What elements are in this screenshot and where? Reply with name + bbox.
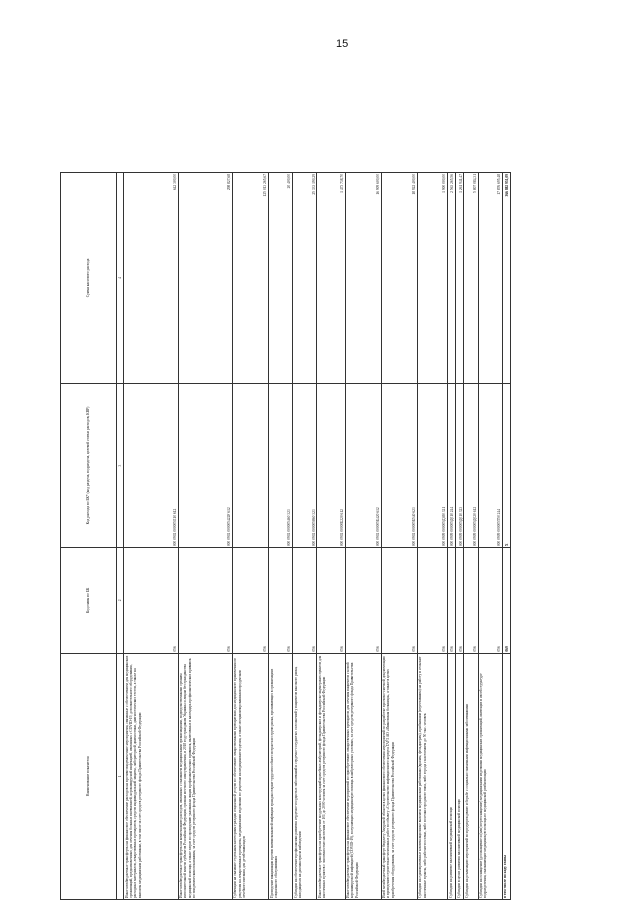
cell-sum: 17 876 695,48 <box>478 173 502 384</box>
cell-kbk: 000 0902 000005460 323 <box>268 383 292 547</box>
cell-sum: 1 261 941,47 <box>456 173 464 384</box>
cell-name: Субсидии на оснащение (дооснащение и (или) переоснащение) медицинскими изделиями медицинских организаций, имеющих в своей структуре подразделения, оказывающие медицинскую помощь по медицинской реабилитации <box>478 653 502 899</box>
cell-code: 056 <box>124 548 178 653</box>
cell-sum: 16 909 600,00 <box>345 173 381 384</box>
expenditure-table <box>60 172 511 900</box>
cell-code: 056 <box>293 548 317 653</box>
cell-code: 056 <box>317 548 345 653</box>
cell-name: Иные межбюджетные трансферты на финансовое обеспечение расходов на противоэпидемические мероприятия, связанные с обеспечением для медицинских организаций, предназначенных для лечения больных пневмонией, коронавирусной инфекцией, связанных с COVID-19, дополнительного оборудования, расходных материалов, лекарственных препаратов, средств индивидуальной защиты, лабораторной диагностики, диагностических тестов, а также на выплаты медицинским работникам, в том числе за счет средств резервного фонда Правительства Российской Федерации <box>124 653 178 899</box>
table-row <box>448 173 456 900</box>
cell-kbk: 000 0902 000005Б420 612 <box>345 383 381 547</box>
column-number: 2 <box>117 548 124 653</box>
table-row <box>502 173 510 900</box>
cell-kbk: 000 0909 000005Т50 244 <box>478 383 502 547</box>
cell-code: 056 <box>232 548 268 653</box>
header-kbk: Код расхода по БК* (код раздела, подраздела, целевой статьи расходов, КВР) <box>61 383 117 547</box>
header-name: Наименование показателя <box>61 653 117 899</box>
cell-name: Субсидии на обеспечение профилактики развития сердечно-сосудистых заболеваний и сердечно-сосудистых осложнений у пациентов высокого риска, находящихся на диспансерном наблюдении <box>293 653 317 899</box>
rotated-table-container <box>60 172 595 900</box>
cell-kbk: 000 0902 000005860 323 <box>293 383 317 547</box>
column-number: 4 <box>117 173 124 384</box>
cell-kbk: 000 0909 000005Д010 244 <box>448 383 456 547</box>
table-row <box>232 173 268 900</box>
cell-name: Субсидии на развитие паллиативной медицинской помощи <box>448 653 456 899</box>
cell-name: Субсидии на реализацию мероприятий по предупреждению и борьбе с социально значимыми инфекционными заболеваниями <box>464 653 478 899</box>
cell-name: Субсидии в целях развития паллиативной медицинской помощи <box>456 653 464 899</box>
cell-code: 056 <box>417 548 447 653</box>
cell-sum: 366 882 951,09 <box>502 173 510 384</box>
cell-code: 056 <box>464 548 478 653</box>
table-row <box>124 173 178 900</box>
table-row <box>417 173 447 900</box>
cell-code: 056 <box>478 548 502 653</box>
table-row <box>317 173 345 900</box>
cell-kbk: X <box>502 383 510 547</box>
cell-sum: 20 400,00 <box>268 173 292 384</box>
cell-sum: 5 807 084,31 <box>464 173 478 384</box>
cell-name: Проведение вакцинации против пневмококковой инфекции граждан старше трудоспособного возраста из групп риска, проживающих в организациях социального обслуживания <box>268 653 292 899</box>
table-row <box>268 173 292 900</box>
cell-kbk: 000 0902 000005Л10 612 <box>124 383 178 547</box>
cell-kbk: 000 0909 000005Д010 323 <box>456 383 464 547</box>
cell-kbk: 000 0902 000005Б540 623 <box>381 383 417 547</box>
cell-name: Иные межбюджетные трансферты на компенсацию расходов, связанных с оказанием медицинскими организациями, подведомственными органам исполнительной власти субъектов Российской Федерации, органам местного самоуправления, в 2018 году гражданам Украины и лицам без гражданства медицинской помощи, а также затрат по проведению указанным лицам профилактических прививок, включенных в календарь профилактических прививок по эпидемическим показаниям, за счет средств резервного фонда Правительства Российской Федерации <box>178 653 232 899</box>
table-row <box>478 173 502 900</box>
cell-code: 056 <box>456 548 464 653</box>
cell-name: Субвенции на оказание отдельным категориям граждан социальной услуги по обеспечению лекарственными препаратами для медицинского применения по рецептам на лекарственные препараты, медицинскими изделиями по рецептам на медицинские изделия, а также специализированными продуктами лечебного питания для детей-инвалидов <box>232 653 268 899</box>
table-row <box>293 173 317 900</box>
cell-code: 056 <box>381 548 417 653</box>
cell-sum: 1 473 738,70 <box>317 173 345 384</box>
cell-sum: 25 333 190,29 <box>293 173 317 384</box>
table-row <box>381 173 417 900</box>
column-number-row <box>117 173 124 900</box>
cell-name: в том числе по коду главы <box>502 653 510 899</box>
cell-code: 069 <box>502 548 510 653</box>
cell-sum: 125 013 265,67 <box>232 173 268 384</box>
cell-code: 056 <box>345 548 381 653</box>
cell-sum: 298 827,68 <box>178 173 232 384</box>
cell-kbk <box>232 383 268 547</box>
header-code: Код главы по БК <box>61 548 117 653</box>
page-number: 15 <box>336 38 349 50</box>
cell-name: Субсидии на единовременные компенсационные выплаты медицинским работникам (врачам, фельдшерам), прибывшим (переехавшим) на работу в сельские населенные пункты, либо рабочие поселки, либо поселки городского типа, либо города с населением до 50 тыс. человек <box>417 653 447 899</box>
cell-sum: 2 563 265,56 <box>448 173 456 384</box>
cell-code: 056 <box>268 548 292 653</box>
table-body <box>124 173 511 900</box>
cell-name: Иные межбюджетные трансферты на финансовое обеспечение мероприятий по приобретению лекарственных препаратов для лечения пациентов с новой коронавирусной инфекцией (COVID-19), получающих медицинскую помощь в амбулаторных условиях, за счет средств резервного фонда Правительства Российской Федерации <box>345 653 381 899</box>
cell-kbk: 000 0909 000005Д020 612 <box>464 383 478 547</box>
column-number: 3 <box>117 383 124 547</box>
cell-kbk: 000 0909 000005Д380 321 <box>417 383 447 547</box>
cell-name: Иной межбюджетный трансферт бюджету Амурской области в целях финансового обеспечения мероприятий по разработке проектно-сметной документации и проведению строительно-монтажных работ по объекту «Строительство инфекционного корпуса ГАУЗ АО «Ивановская больница», а также в целях приобретения оборудования, за счет средств резервного фонда Правительства Российской Федерации <box>381 653 417 899</box>
table-header-row <box>61 173 117 900</box>
table-row <box>345 173 381 900</box>
column-number: 1 <box>117 653 124 899</box>
cell-name: Иные межбюджетные трансферты на приобретение модульных конструкций врачебных амбулаторий, фельдшерских и фельдшерско-акушерских пунктов для населенных пунктов с численностью населения от 101 до 2000 человек за счет средств резервного фонда Правительства Российской Федерации <box>317 653 345 899</box>
cell-code: 056 <box>178 548 232 653</box>
table-row <box>178 173 232 900</box>
table-row <box>464 173 478 900</box>
cell-sum: 18 922 400,00 <box>381 173 417 384</box>
cell-kbk: 000 0902 000005422F 612 <box>178 383 232 547</box>
table-row <box>456 173 464 900</box>
cell-code: 056 <box>448 548 456 653</box>
header-sum: Сумма кассового расхода <box>61 173 117 384</box>
cell-sum: 642 300,00 <box>124 173 178 384</box>
cell-sum: 1 900 000,00 <box>417 173 447 384</box>
cell-kbk: 000 0902 00000Б220 612 <box>317 383 345 547</box>
